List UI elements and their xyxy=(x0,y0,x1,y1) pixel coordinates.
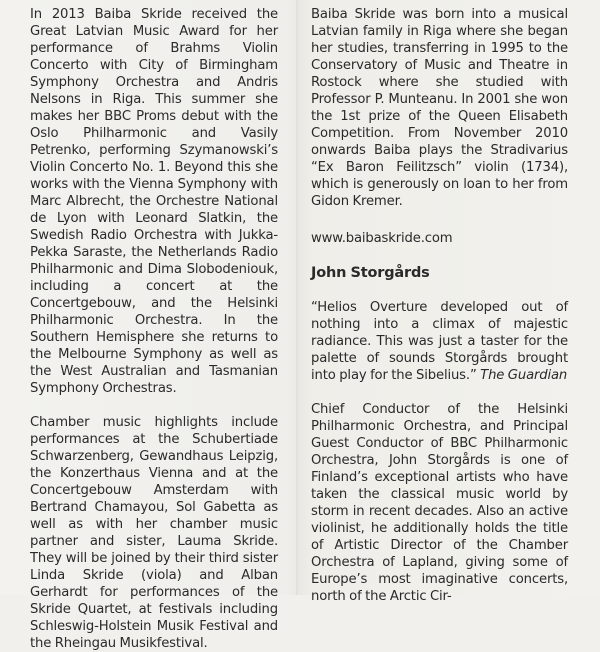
press-quote xyxy=(311,299,568,384)
right-column xyxy=(311,6,568,605)
biography-paragraph-storgards: Chief Conductor of the Helsinki Philharmonic Orchestra, and Principal Guest Conductor of BBC Philharmonic Orchestra, John Storgårds is one of Finland’s exceptional artists who have taken the classical music world by storm in recent decades. Also an active violinist, he additionally holds the title of Artistic Director of the Chamber Orchestra of Lapland, giving some of Europe’s most imaginative concerts, north of the Arctic Cir- xyxy=(311,402,568,604)
website-link: www.baibaskride.com xyxy=(311,231,453,246)
press-quote-text: “Helios Overture developed out of nothing into a climax of majestic radiance. This was just a taster for the palette of sounds Storgårds brought into play for the Sibelius.” xyxy=(311,300,568,383)
biography-paragraph-early-life: Baiba Skride was born into a musical Latvian family in Riga where she began her studies, transferring in 1995 to the Conservatory of Music and Theatre in Rostock where she studied with Professor P. Munteanu. In 2001 she won the 1st prize of the Queen Elisabeth Competition. From November 2010 onwards Baiba plays the Stradivarius “Ex Baron Feilitzsch” violin (1734), which is generously on loan to her from Gidon Kremer. xyxy=(311,7,568,209)
biography-paragraph-chamber-music: Chamber music highlights include performances at the Schubertiade Schwarzenberg, Gewandhaus Leipzig, the Konzerthaus Vienna and at the Concertgebouw Amsterdam with Bertrand Chamayou, Sol Gabetta as well as with her chamber music partner and sister, Lauma Skride. They will be joined by their third sister Linda Skride (viola) and Alban Gerhardt for performances of the Skride Quartet, at festivals including Schleswig-Holstein Musik Festival and the Rheingau Musikfestival. xyxy=(30,415,278,651)
press-quote-source: The Guardian xyxy=(480,368,568,383)
page-gutter xyxy=(296,0,298,595)
left-column xyxy=(30,6,278,652)
biography-paragraph-awards: In 2013 Baiba Skride received the Great Latvian Music Award for her performance of Brahms Violin Concerto with City of Birmingham Symphony Orchestra and Andris Nelsons in Riga. This summer she makes her BBC Proms debut with the Oslo Philharmonic and Vasily Petrenko, performing Szymanowski’s Violin Concerto No. 1. Beyond this she works with the Vienna Symphony with Marc Albrecht, the Orchestre National de Lyon with Leonard Slatkin, the Swedish Radio Orchestra with Jukka-Pekka Saraste, the Netherlands Radio Philharmonic and Dima Slobodeniouk, including a concert at the Concertgebouw, and the Helsinki Philharmonic Orchestra. In the Southern Hemisphere she returns to the Melbourne Symphony as well as the West Australian and Tasmanian Symphony Orchestras. xyxy=(30,7,278,396)
section-heading-storgards: John Storgårds xyxy=(311,265,430,281)
